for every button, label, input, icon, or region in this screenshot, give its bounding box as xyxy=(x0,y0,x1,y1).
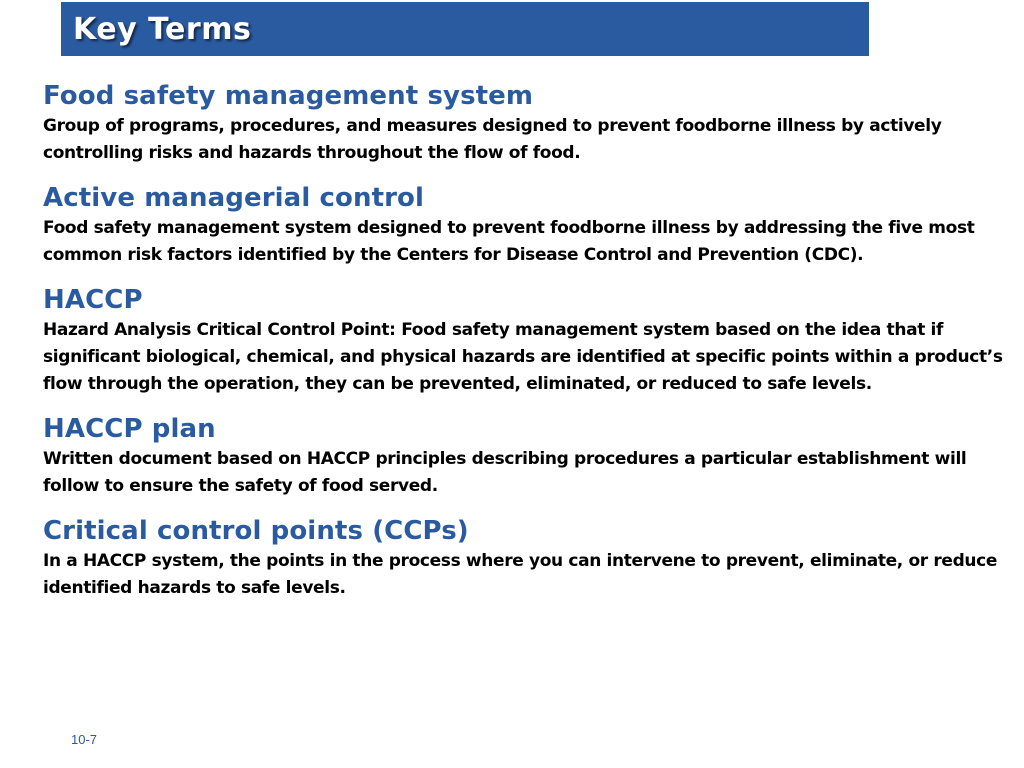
term-definition: In a HACCP system, the points in the process where you can intervene to prevent, eliminate, or reduce identified hazards to safe levels. xyxy=(43,551,998,598)
term-item xyxy=(43,413,1003,500)
term-item xyxy=(43,515,1003,602)
term-definition: Food safety management system designed to prevent foodborne illness by addressing the five most common risk factors identified by the Centers for Disease Control and Prevention (CDC). xyxy=(43,218,975,265)
term-definition: Written document based on HACCP principles describing procedures a particular establishment will follow to ensure the safety of food served. xyxy=(43,449,967,496)
term-title: Critical control points (CCPs) xyxy=(43,516,469,546)
key-terms-list xyxy=(43,80,1003,617)
slide-title: Key Terms xyxy=(73,12,252,47)
term-title: Food safety management system xyxy=(43,81,534,111)
term-definition: Hazard Analysis Critical Control Point: Food safety management system based on the idea that if significant biological, chemical, and physical hazards are identified at specific points within a product’s flow through the operation, they can be prevented, eliminated, or reduced to safe levels. xyxy=(43,320,1003,394)
term-title: HACCP plan xyxy=(43,414,216,444)
term-item xyxy=(43,80,1003,167)
slide-title-bar xyxy=(61,2,869,56)
term-definition: Group of programs, procedures, and measures designed to prevent foodborne illness by actively controlling risks and hazards throughout the flow of food. xyxy=(43,116,942,163)
term-title: Active managerial control xyxy=(43,183,424,213)
page-number: 10-7 xyxy=(71,732,98,747)
term-item xyxy=(43,284,1003,398)
term-item xyxy=(43,182,1003,269)
term-title: HACCP xyxy=(43,285,143,315)
